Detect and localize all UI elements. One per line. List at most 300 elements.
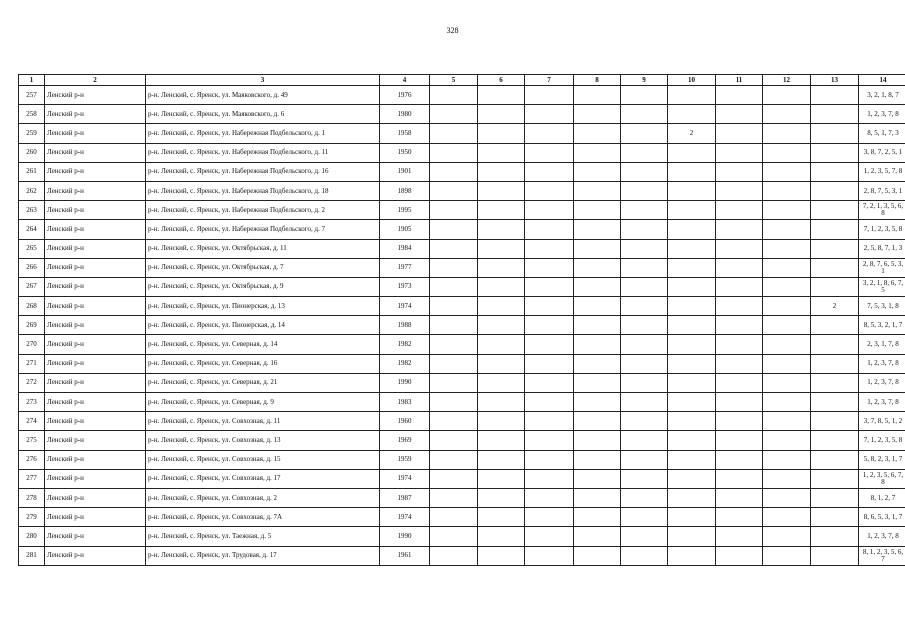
column-8-cell: [574, 181, 621, 200]
address-cell: р-н. Ленский, с. Яренск, ул. Октябрьская, д. 9: [146, 277, 380, 296]
year-cell: 1990: [380, 527, 430, 546]
column-11-cell: [716, 412, 763, 431]
column-10-cell: [668, 105, 716, 124]
year-cell: 1901: [380, 162, 430, 181]
column-10-cell: [668, 143, 716, 162]
column-6-cell: [478, 527, 525, 546]
codes-cell: 1, 2, 3, 7, 8: [859, 373, 905, 392]
table-row: [19, 297, 905, 316]
column-5-cell: [430, 239, 478, 258]
column-6-cell: [478, 201, 525, 220]
column-8-cell: [574, 220, 621, 239]
column-8-cell: [574, 297, 621, 316]
column-10-cell: [668, 412, 716, 431]
year-cell: 1982: [380, 354, 430, 373]
column-header-12: 12: [763, 75, 811, 86]
codes-cell: 1, 2, 3, 5, 6, 7, 8: [859, 469, 905, 488]
district-cell: Ленский р-н: [45, 124, 146, 143]
year-cell: 1969: [380, 431, 430, 450]
column-8-cell: [574, 162, 621, 181]
column-10-cell: [668, 162, 716, 181]
address-cell: р-н. Ленский, с. Яренск, ул. Таежная, д. 5: [146, 527, 380, 546]
column-6-cell: [478, 297, 525, 316]
column-13-cell: 2: [811, 297, 859, 316]
column-6-cell: [478, 258, 525, 277]
row-number-cell: 275: [19, 431, 45, 450]
column-7-cell: [525, 86, 574, 105]
table-row: [19, 239, 905, 258]
district-cell: Ленский р-н: [45, 277, 146, 296]
codes-cell: 5, 8, 2, 3, 1, 7: [859, 450, 905, 469]
column-8-cell: [574, 143, 621, 162]
column-5-cell: [430, 508, 478, 527]
district-cell: Ленский р-н: [45, 335, 146, 354]
column-8-cell: [574, 527, 621, 546]
column-11-cell: [716, 105, 763, 124]
column-10-cell: [668, 527, 716, 546]
address-cell: р-н. Ленский, с. Яренск, ул. Совхозная, д. 7А: [146, 508, 380, 527]
year-cell: 1984: [380, 239, 430, 258]
column-9-cell: [621, 527, 668, 546]
registry-table: [18, 74, 905, 566]
table-row: [19, 508, 905, 527]
column-5-cell: [430, 86, 478, 105]
column-8-cell: [574, 488, 621, 507]
address-cell: р-н. Ленский, с. Яренск, ул. Октябрьская, д. 11: [146, 239, 380, 258]
column-12-cell: [763, 181, 811, 200]
column-6-cell: [478, 354, 525, 373]
column-5-cell: [430, 105, 478, 124]
column-13-cell: [811, 239, 859, 258]
column-header-4: 4: [380, 75, 430, 86]
column-9-cell: [621, 143, 668, 162]
year-cell: 1980: [380, 105, 430, 124]
column-13-cell: [811, 527, 859, 546]
column-8-cell: [574, 239, 621, 258]
column-11-cell: [716, 431, 763, 450]
header-row: [19, 75, 905, 86]
address-cell: р-н. Ленский, с. Яренск, ул. Набережная Подбельского, д. 7: [146, 220, 380, 239]
column-13-cell: [811, 258, 859, 277]
address-cell: р-н. Ленский, с. Яренск, ул. Октябрьская, д. 7: [146, 258, 380, 277]
column-7-cell: [525, 201, 574, 220]
row-number-cell: 279: [19, 508, 45, 527]
column-6-cell: [478, 239, 525, 258]
column-5-cell: [430, 335, 478, 354]
district-cell: Ленский р-н: [45, 412, 146, 431]
column-5-cell: [430, 220, 478, 239]
column-12-cell: [763, 335, 811, 354]
column-11-cell: [716, 373, 763, 392]
column-9-cell: [621, 508, 668, 527]
year-cell: 1977: [380, 258, 430, 277]
codes-cell: 3, 2, 1, 8, 7: [859, 86, 905, 105]
column-7-cell: [525, 143, 574, 162]
column-9-cell: [621, 162, 668, 181]
column-9-cell: [621, 105, 668, 124]
codes-cell: 2, 8, 7, 5, 3, 1: [859, 181, 905, 200]
column-8-cell: [574, 277, 621, 296]
column-12-cell: [763, 393, 811, 412]
year-cell: 1973: [380, 277, 430, 296]
column-6-cell: [478, 393, 525, 412]
column-12-cell: [763, 469, 811, 488]
column-13-cell: [811, 373, 859, 392]
table-body: [19, 86, 905, 566]
column-8-cell: [574, 86, 621, 105]
column-9-cell: [621, 181, 668, 200]
codes-cell: 7, 1, 2, 3, 5, 8: [859, 431, 905, 450]
column-9-cell: [621, 546, 668, 565]
table-row: [19, 431, 905, 450]
year-cell: 1995: [380, 201, 430, 220]
year-cell: 1974: [380, 508, 430, 527]
column-5-cell: [430, 277, 478, 296]
table-row: [19, 258, 905, 277]
table-row: [19, 143, 905, 162]
row-number-cell: 281: [19, 546, 45, 565]
row-number-cell: 273: [19, 393, 45, 412]
row-number-cell: 259: [19, 124, 45, 143]
column-11-cell: [716, 201, 763, 220]
district-cell: Ленский р-н: [45, 143, 146, 162]
row-number-cell: 272: [19, 373, 45, 392]
district-cell: Ленский р-н: [45, 220, 146, 239]
row-number-cell: 262: [19, 181, 45, 200]
codes-cell: 8, 5, 1, 7, 3: [859, 124, 905, 143]
district-cell: Ленский р-н: [45, 201, 146, 220]
table-row: [19, 316, 905, 335]
column-header-14: 14: [859, 75, 905, 86]
column-5-cell: [430, 469, 478, 488]
table-row: [19, 546, 905, 565]
column-12-cell: [763, 354, 811, 373]
column-7-cell: [525, 527, 574, 546]
codes-cell: 8, 1, 2, 7: [859, 488, 905, 507]
column-13-cell: [811, 450, 859, 469]
column-11-cell: [716, 508, 763, 527]
column-7-cell: [525, 162, 574, 181]
column-12-cell: [763, 258, 811, 277]
column-11-cell: [716, 181, 763, 200]
column-11-cell: [716, 527, 763, 546]
column-13-cell: [811, 508, 859, 527]
column-10-cell: [668, 393, 716, 412]
column-header-11: 11: [716, 75, 763, 86]
column-12-cell: [763, 201, 811, 220]
column-header-13: 13: [811, 75, 859, 86]
column-10-cell: [668, 181, 716, 200]
column-6-cell: [478, 277, 525, 296]
column-10-cell: 2: [668, 124, 716, 143]
column-6-cell: [478, 335, 525, 354]
district-cell: Ленский р-н: [45, 105, 146, 124]
column-header-7: 7: [525, 75, 574, 86]
column-11-cell: [716, 258, 763, 277]
address-cell: р-н. Ленский, с. Яренск, ул. Северная, д. 16: [146, 354, 380, 373]
column-7-cell: [525, 239, 574, 258]
district-cell: Ленский р-н: [45, 316, 146, 335]
column-12-cell: [763, 431, 811, 450]
column-7-cell: [525, 393, 574, 412]
column-10-cell: [668, 335, 716, 354]
year-cell: 1905: [380, 220, 430, 239]
row-number-cell: 257: [19, 86, 45, 105]
column-9-cell: [621, 277, 668, 296]
column-10-cell: [668, 86, 716, 105]
codes-cell: 2, 5, 8, 7, 1, 3: [859, 239, 905, 258]
column-8-cell: [574, 450, 621, 469]
codes-cell: 8, 1, 2, 3, 5, 6, 7: [859, 546, 905, 565]
column-header-5: 5: [430, 75, 478, 86]
column-10-cell: [668, 469, 716, 488]
column-11-cell: [716, 86, 763, 105]
column-8-cell: [574, 201, 621, 220]
column-13-cell: [811, 143, 859, 162]
column-12-cell: [763, 450, 811, 469]
district-cell: Ленский р-н: [45, 469, 146, 488]
column-11-cell: [716, 297, 763, 316]
column-7-cell: [525, 124, 574, 143]
column-10-cell: [668, 258, 716, 277]
year-cell: 1959: [380, 450, 430, 469]
column-13-cell: [811, 162, 859, 181]
column-8-cell: [574, 335, 621, 354]
column-13-cell: [811, 354, 859, 373]
address-cell: р-н. Ленский, с. Яренск, ул. Совхозная, д. 13: [146, 431, 380, 450]
column-header-8: 8: [574, 75, 621, 86]
column-8-cell: [574, 469, 621, 488]
district-cell: Ленский р-н: [45, 239, 146, 258]
column-5-cell: [430, 316, 478, 335]
codes-cell: 2, 3, 1, 7, 8: [859, 335, 905, 354]
column-6-cell: [478, 143, 525, 162]
district-cell: Ленский р-н: [45, 527, 146, 546]
year-cell: 1983: [380, 393, 430, 412]
column-12-cell: [763, 143, 811, 162]
codes-cell: 3, 2, 1, 8, 6, 7, 5: [859, 277, 905, 296]
column-5-cell: [430, 393, 478, 412]
row-number-cell: 265: [19, 239, 45, 258]
address-cell: р-н. Ленский, с. Яренск, ул. Маяковского, д. 6: [146, 105, 380, 124]
year-cell: 1974: [380, 297, 430, 316]
district-cell: Ленский р-н: [45, 297, 146, 316]
column-5-cell: [430, 354, 478, 373]
column-7-cell: [525, 488, 574, 507]
column-10-cell: [668, 546, 716, 565]
column-11-cell: [716, 277, 763, 296]
column-9-cell: [621, 297, 668, 316]
column-9-cell: [621, 450, 668, 469]
column-7-cell: [525, 277, 574, 296]
column-11-cell: [716, 162, 763, 181]
row-number-cell: 269: [19, 316, 45, 335]
row-number-cell: 263: [19, 201, 45, 220]
address-cell: р-н. Ленский, с. Яренск, ул. Набережная Подбельского, д. 18: [146, 181, 380, 200]
column-12-cell: [763, 412, 811, 431]
codes-cell: 1, 2, 3, 7, 8: [859, 354, 905, 373]
column-10-cell: [668, 373, 716, 392]
column-9-cell: [621, 354, 668, 373]
column-11-cell: [716, 450, 763, 469]
column-5-cell: [430, 297, 478, 316]
column-6-cell: [478, 450, 525, 469]
column-12-cell: [763, 527, 811, 546]
column-6-cell: [478, 86, 525, 105]
address-cell: р-н. Ленский, с. Яренск, ул. Набережная Подбельского, д. 16: [146, 162, 380, 181]
column-11-cell: [716, 316, 763, 335]
address-cell: р-н. Ленский, с. Яренск, ул. Совхозная, д. 15: [146, 450, 380, 469]
address-cell: р-н. Ленский, с. Яренск, ул. Маяковского, д. 49: [146, 86, 380, 105]
column-7-cell: [525, 431, 574, 450]
row-number-cell: 271: [19, 354, 45, 373]
table-row: [19, 181, 905, 200]
column-9-cell: [621, 86, 668, 105]
address-cell: р-н. Ленский, с. Яренск, ул. Северная, д. 21: [146, 373, 380, 392]
district-cell: Ленский р-н: [45, 86, 146, 105]
column-7-cell: [525, 220, 574, 239]
table-row: [19, 354, 905, 373]
column-6-cell: [478, 124, 525, 143]
column-10-cell: [668, 488, 716, 507]
table-row: [19, 488, 905, 507]
table-row: [19, 412, 905, 431]
column-10-cell: [668, 277, 716, 296]
address-cell: р-н. Ленский, с. Яренск, ул. Совхозная, д. 2: [146, 488, 380, 507]
column-8-cell: [574, 412, 621, 431]
column-5-cell: [430, 431, 478, 450]
codes-cell: 2, 8, 7, 6, 5, 3, 1: [859, 258, 905, 277]
district-cell: Ленский р-н: [45, 450, 146, 469]
column-12-cell: [763, 220, 811, 239]
column-7-cell: [525, 354, 574, 373]
year-cell: 1988: [380, 316, 430, 335]
table-row: [19, 373, 905, 392]
column-7-cell: [525, 450, 574, 469]
column-11-cell: [716, 354, 763, 373]
column-8-cell: [574, 546, 621, 565]
column-header-1: 1: [19, 75, 45, 86]
column-9-cell: [621, 220, 668, 239]
column-12-cell: [763, 86, 811, 105]
row-number-cell: 260: [19, 143, 45, 162]
column-7-cell: [525, 469, 574, 488]
district-cell: Ленский р-н: [45, 393, 146, 412]
column-8-cell: [574, 316, 621, 335]
column-13-cell: [811, 431, 859, 450]
column-10-cell: [668, 354, 716, 373]
table-row: [19, 335, 905, 354]
row-number-cell: 280: [19, 527, 45, 546]
column-11-cell: [716, 239, 763, 258]
column-9-cell: [621, 373, 668, 392]
address-cell: р-н. Ленский, с. Яренск, ул. Пионерская, д. 14: [146, 316, 380, 335]
column-7-cell: [525, 258, 574, 277]
address-cell: р-н. Ленский, с. Яренск, ул. Набережная Подбельского, д. 11: [146, 143, 380, 162]
column-header-3: 3: [146, 75, 380, 86]
table-row: [19, 105, 905, 124]
column-12-cell: [763, 316, 811, 335]
column-8-cell: [574, 373, 621, 392]
column-6-cell: [478, 469, 525, 488]
row-number-cell: 268: [19, 297, 45, 316]
address-cell: р-н. Ленский, с. Яренск, ул. Пионерская, д. 13: [146, 297, 380, 316]
column-6-cell: [478, 162, 525, 181]
column-9-cell: [621, 201, 668, 220]
row-number-cell: 270: [19, 335, 45, 354]
column-12-cell: [763, 162, 811, 181]
district-cell: Ленский р-н: [45, 431, 146, 450]
column-11-cell: [716, 124, 763, 143]
column-7-cell: [525, 181, 574, 200]
column-9-cell: [621, 469, 668, 488]
column-8-cell: [574, 258, 621, 277]
column-10-cell: [668, 316, 716, 335]
table-row: [19, 393, 905, 412]
column-11-cell: [716, 220, 763, 239]
column-5-cell: [430, 412, 478, 431]
column-6-cell: [478, 546, 525, 565]
codes-cell: 7, 1, 2, 3, 5, 8: [859, 220, 905, 239]
address-cell: р-н. Ленский, с. Яренск, ул. Северная, д. 9: [146, 393, 380, 412]
codes-cell: 7, 5, 3, 1, 8: [859, 297, 905, 316]
column-9-cell: [621, 393, 668, 412]
column-8-cell: [574, 105, 621, 124]
codes-cell: 1, 2, 3, 7, 8: [859, 393, 905, 412]
row-number-cell: 258: [19, 105, 45, 124]
column-6-cell: [478, 220, 525, 239]
column-7-cell: [525, 546, 574, 565]
column-5-cell: [430, 143, 478, 162]
column-5-cell: [430, 488, 478, 507]
column-6-cell: [478, 181, 525, 200]
column-13-cell: [811, 86, 859, 105]
column-5-cell: [430, 546, 478, 565]
year-cell: 1898: [380, 181, 430, 200]
codes-cell: 1, 2, 3, 7, 8: [859, 105, 905, 124]
address-cell: р-н. Ленский, с. Яренск, ул. Северная, д. 14: [146, 335, 380, 354]
column-5-cell: [430, 181, 478, 200]
codes-cell: 8, 6, 5, 3, 1, 7: [859, 508, 905, 527]
address-cell: р-н. Ленский, с. Яренск, ул. Совхозная, д. 11: [146, 412, 380, 431]
column-13-cell: [811, 412, 859, 431]
column-5-cell: [430, 527, 478, 546]
column-11-cell: [716, 469, 763, 488]
column-5-cell: [430, 162, 478, 181]
column-5-cell: [430, 373, 478, 392]
column-9-cell: [621, 316, 668, 335]
address-cell: р-н. Ленский, с. Яренск, ул. Набережная Подбельского, д. 2: [146, 201, 380, 220]
column-7-cell: [525, 297, 574, 316]
table-row: [19, 469, 905, 488]
column-8-cell: [574, 124, 621, 143]
column-12-cell: [763, 488, 811, 507]
column-13-cell: [811, 181, 859, 200]
row-number-cell: 277: [19, 469, 45, 488]
year-cell: 1976: [380, 86, 430, 105]
codes-cell: 3, 8, 7, 2, 5, 1: [859, 143, 905, 162]
district-cell: Ленский р-н: [45, 162, 146, 181]
column-header-2: 2: [45, 75, 146, 86]
column-10-cell: [668, 239, 716, 258]
year-cell: 1961: [380, 546, 430, 565]
row-number-cell: 276: [19, 450, 45, 469]
column-9-cell: [621, 488, 668, 507]
table-row: [19, 162, 905, 181]
column-13-cell: [811, 469, 859, 488]
column-header-6: 6: [478, 75, 525, 86]
address-cell: р-н. Ленский, с. Яренск, ул. Набережная Подбельского, д. 1: [146, 124, 380, 143]
